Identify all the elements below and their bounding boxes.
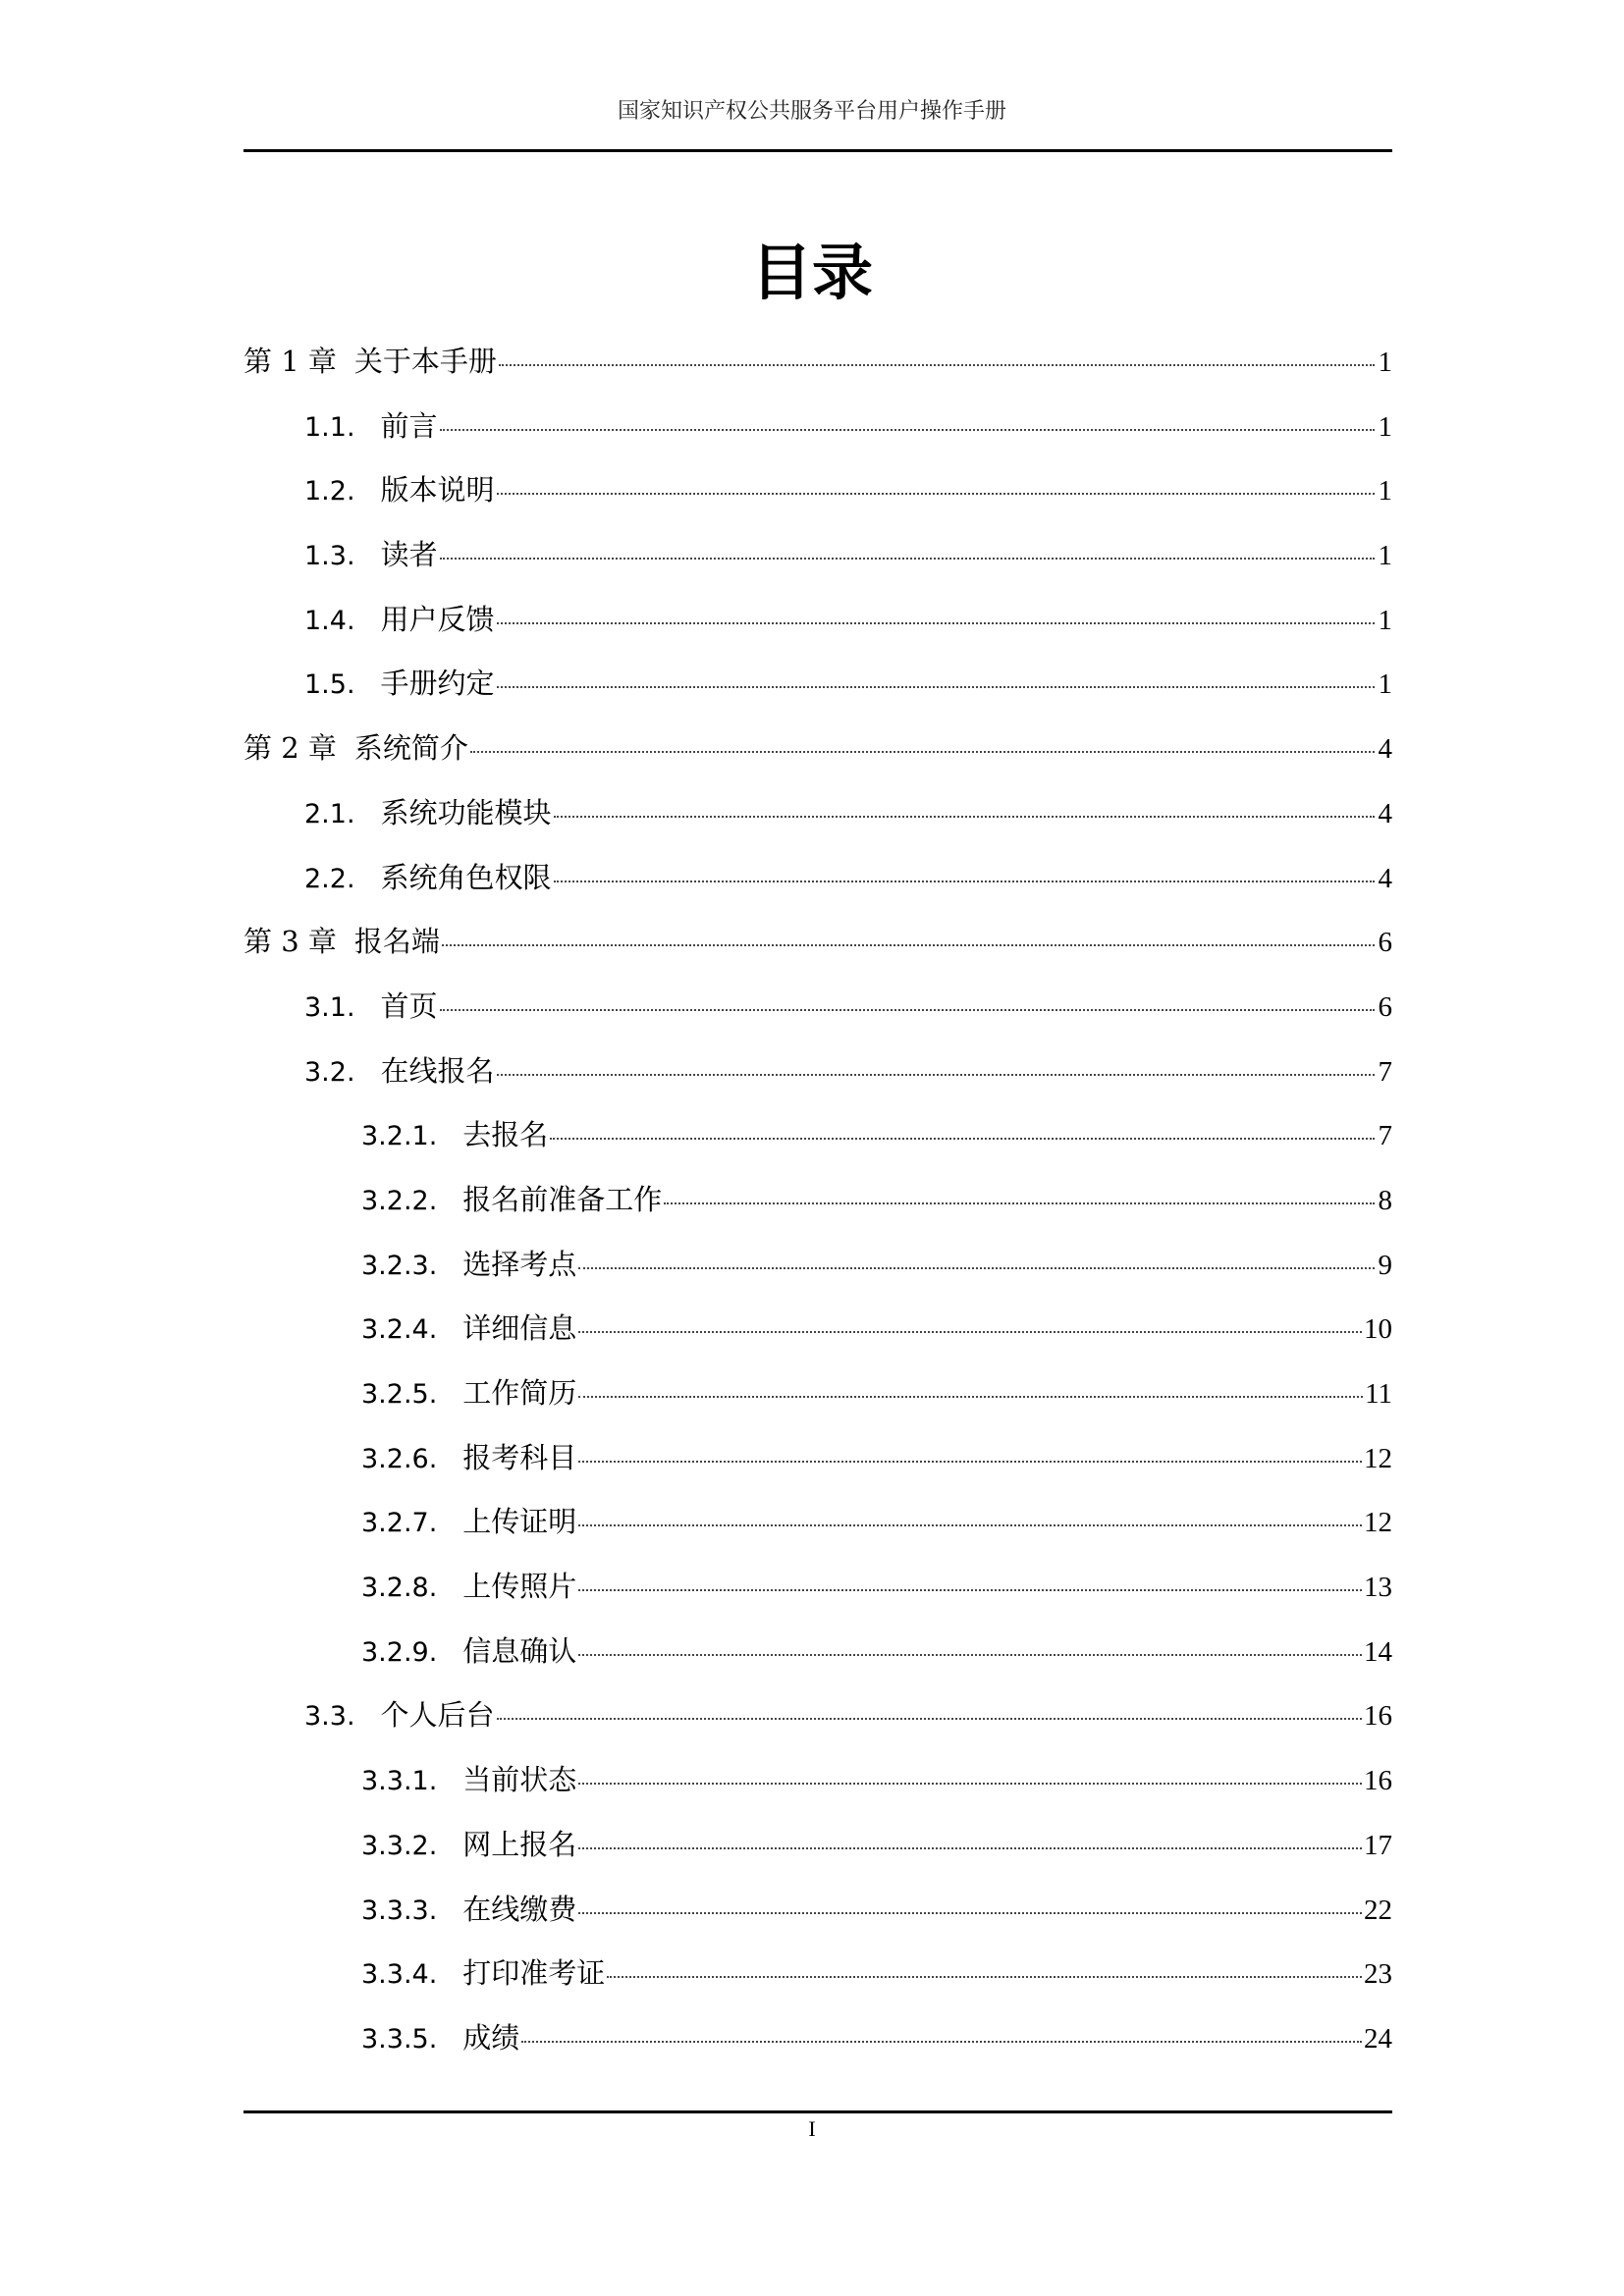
toc-entry[interactable] [244,652,1392,717]
toc-entry[interactable] [244,458,1392,523]
toc-entry-label: 个人后台 [380,1698,495,1733]
toc-entry[interactable] [244,846,1392,911]
page-number: I [808,2116,816,2141]
toc-dot-leader [578,1783,1362,1785]
toc-entry-label: 手册约定 [380,667,495,701]
toc-entry-page: 16 [1364,1765,1392,1797]
toc-entry-number: 1.3. [304,541,355,572]
toc-entry-number: 第 2 章 [244,731,337,766]
toc-entry[interactable] [244,1813,1392,1878]
toc-dot-leader [550,1138,1375,1140]
toc-entry-number: 3.2.2. [361,1185,438,1216]
toc-entry[interactable] [244,1620,1392,1684]
toc-entry-number: 3.3.4. [361,1959,438,1991]
toc-entry[interactable] [244,910,1392,975]
toc-entry-page: 4 [1378,797,1392,829]
toc-entry[interactable] [244,1297,1392,1362]
toc-entry-number: 3.2.8. [361,1573,438,1604]
footer-rule [244,2110,1392,2113]
toc-entry[interactable] [244,1490,1392,1555]
toc-entry[interactable] [244,1040,1392,1104]
toc-entry-page: 1 [1378,347,1392,378]
toc-entry-number: 3.2.5. [361,1379,438,1410]
toc-entry-label: 在线缴费 [462,1892,577,1926]
toc-entry-page: 9 [1378,1249,1392,1281]
toc-entry-label: 上传照片 [462,1570,577,1604]
toc-entry-number: 2.2. [304,863,355,894]
toc-entry-page: 13 [1364,1572,1392,1604]
toc-entry-page: 8 [1378,1184,1392,1216]
toc-entry-number: 1.1. [304,411,355,443]
toc-entry-page: 4 [1378,733,1392,766]
toc-entry-number: 1.4. [304,605,355,636]
toc-entry-page: 14 [1364,1635,1392,1668]
toc-entry-number: 2.1. [304,798,355,829]
toc-dot-leader [578,1267,1375,1269]
toc-entry-number: 第 3 章 [244,925,337,959]
toc-entry-page: 22 [1364,1894,1392,1926]
toc-entry[interactable] [244,781,1392,846]
toc-entry[interactable] [244,1683,1392,1748]
toc-dot-leader [497,493,1375,495]
toc-entry-number: 3.3.2. [361,1830,438,1861]
toc-entry-page: 1 [1378,604,1392,636]
toc-dot-leader [497,686,1375,688]
header-rule [244,149,1392,152]
toc-dot-leader [578,1912,1362,1914]
toc-entry[interactable] [244,717,1392,781]
toc-entry-label: 报名前准备工作 [462,1182,663,1216]
toc-entry[interactable] [244,588,1392,653]
toc-entry-page: 11 [1365,1378,1392,1410]
toc-entry-label: 关于本手册 [353,345,497,378]
toc-entry-number: 3.2.4. [361,1314,438,1346]
toc-entry-label: 系统角色权限 [380,860,552,894]
toc-entry-number: 3.2.9. [361,1636,438,1668]
toc-entry-label: 打印准考证 [462,1956,606,1991]
toc-entry-label: 工作简历 [462,1376,577,1410]
toc-dot-leader [554,816,1375,818]
table-of-contents [244,330,1392,2071]
toc-entry-number: 3.3.1. [361,1766,438,1797]
toc-dot-leader [554,881,1375,882]
toc-entry[interactable] [244,1168,1392,1233]
toc-entry-page: 7 [1378,1120,1392,1152]
toc-title: 目录 [750,237,873,308]
toc-entry-number: 1.2. [304,476,355,507]
toc-entry-number: 3.1. [304,991,355,1023]
toc-entry-label: 报名端 [353,925,440,959]
toc-entry[interactable] [244,523,1392,588]
toc-entry-label: 系统简介 [353,731,468,766]
toc-entry-label: 首页 [380,988,438,1023]
toc-dot-leader [440,1009,1375,1011]
toc-entry-page: 23 [1364,1958,1392,1991]
toc-entry-page: 4 [1378,862,1392,894]
toc-entry-number: 3.2.1. [361,1121,438,1152]
toc-entry-label: 信息确认 [462,1633,577,1668]
toc-entry-page: 12 [1364,1507,1392,1539]
toc-entry-page: 7 [1378,1055,1392,1088]
toc-dot-leader [470,751,1375,753]
toc-entry-page: 1 [1378,475,1392,507]
toc-dot-leader [578,1331,1362,1333]
toc-dot-leader [497,1074,1375,1076]
toc-dot-leader [497,622,1375,624]
toc-dot-leader [440,429,1375,431]
toc-entry-label: 系统功能模块 [380,795,552,829]
toc-dot-leader [607,1976,1362,1978]
toc-entry-number: 3.3.3. [361,1895,438,1926]
toc-entry-number: 1.5. [304,669,355,701]
toc-entry-page: 12 [1364,1442,1392,1474]
toc-dot-leader [578,1461,1362,1463]
toc-entry-page: 24 [1364,2022,1392,2055]
toc-entry-label: 网上报名 [462,1827,577,1861]
toc-entry-number: 3.3. [304,1701,355,1733]
toc-entry[interactable] [244,1555,1392,1620]
toc-dot-leader [442,944,1375,946]
toc-entry[interactable] [244,1942,1392,2006]
toc-entry-page: 6 [1378,990,1392,1023]
toc-entry-page: 16 [1364,1700,1392,1733]
running-header: 国家知识产权公共服务平台用户操作手册 [617,99,1006,124]
toc-entry[interactable] [244,1748,1392,1813]
toc-entry-number: 第 1 章 [244,345,337,378]
toc-entry-label: 上传证明 [462,1505,577,1539]
toc-entry-page: 6 [1378,927,1392,959]
toc-entry-label: 前言 [380,408,438,443]
toc-dot-leader [497,1718,1362,1720]
toc-entry-page: 1 [1378,540,1392,572]
toc-entry[interactable] [244,395,1392,459]
toc-entry[interactable] [244,1362,1392,1426]
toc-dot-leader [664,1202,1375,1204]
toc-entry-number: 3.2.6. [361,1443,438,1474]
toc-entry[interactable] [244,1426,1392,1491]
toc-entry-page: 1 [1378,668,1392,701]
toc-entry[interactable] [244,1878,1392,1943]
toc-entry[interactable] [244,2006,1392,2071]
toc-entry-label: 选择考点 [462,1247,577,1281]
toc-entry-label: 去报名 [462,1118,549,1152]
toc-entry-label: 在线报名 [380,1053,495,1088]
toc-entry-page: 1 [1378,410,1392,443]
toc-dot-leader [521,2041,1362,2043]
toc-dot-leader [578,1524,1362,1526]
toc-dot-leader [578,1847,1362,1849]
toc-entry-label: 报考科目 [462,1440,577,1474]
toc-entry[interactable] [244,1233,1392,1298]
toc-dot-leader [578,1654,1362,1656]
toc-entry-label: 当前状态 [462,1763,577,1797]
toc-entry[interactable] [244,330,1392,395]
toc-dot-leader [578,1396,1363,1398]
toc-entry-number: 3.2.7. [361,1508,438,1539]
toc-entry-number: 3.2. [304,1056,355,1088]
toc-entry-page: 17 [1364,1829,1392,1861]
toc-entry-label: 版本说明 [380,473,495,507]
toc-dot-leader [499,364,1375,366]
toc-entry[interactable] [244,1103,1392,1168]
toc-entry-number: 3.3.5. [361,2023,438,2055]
toc-entry-label: 用户反馈 [380,602,495,636]
toc-entry-page: 10 [1364,1313,1392,1346]
toc-entry[interactable] [244,975,1392,1040]
toc-entry-number: 3.2.3. [361,1250,438,1281]
toc-dot-leader [578,1589,1362,1591]
toc-entry-label: 成绩 [462,2020,520,2055]
toc-dot-leader [440,558,1375,560]
toc-entry-label: 读者 [380,538,438,572]
toc-entry-label: 详细信息 [462,1311,577,1346]
